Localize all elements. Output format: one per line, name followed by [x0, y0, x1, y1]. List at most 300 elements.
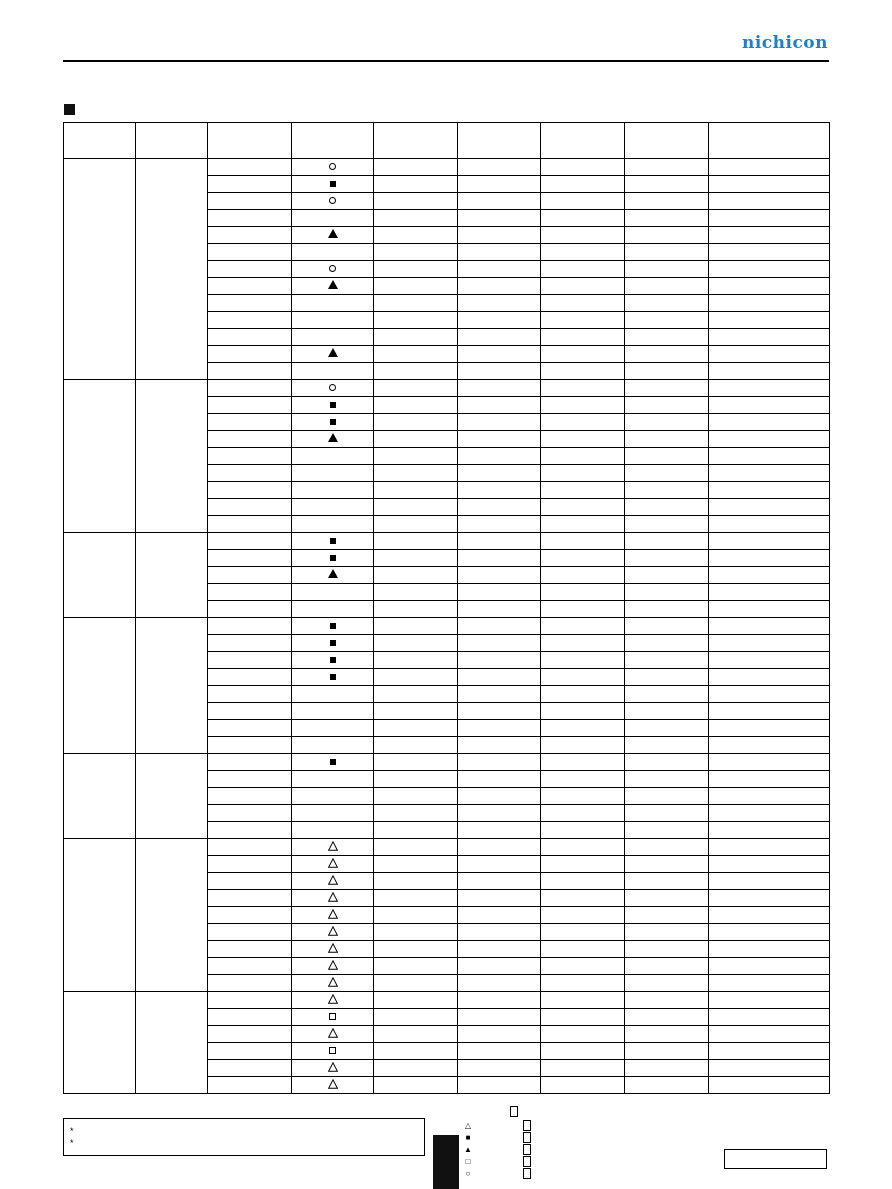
header-cell: [136, 123, 208, 159]
table-cell: [208, 1060, 292, 1077]
table-cell: [541, 329, 625, 346]
table-cell: [458, 227, 541, 244]
table-cell: [208, 448, 292, 465]
table-cell: [208, 924, 292, 941]
table-cell: [625, 771, 709, 788]
legend-box: [523, 1144, 531, 1155]
table-cell: [625, 363, 709, 380]
table-cell: [709, 329, 830, 346]
table-cell: [208, 329, 292, 346]
legend-row: [462, 1132, 542, 1143]
header-cell: [625, 123, 709, 159]
table-cell: [625, 839, 709, 856]
open-triangle-icon: [328, 841, 338, 851]
subgroup-cell: [136, 992, 208, 1094]
table-cell: [625, 601, 709, 618]
open-triangle-icon: [328, 943, 338, 953]
filled-square-icon: [330, 402, 336, 408]
table-cell: [208, 992, 292, 1009]
table-cell: [709, 788, 830, 805]
subgroup-cell: [136, 533, 208, 618]
table-cell: [374, 618, 458, 635]
table-cell: [208, 601, 292, 618]
table-cell: [292, 907, 374, 924]
table-cell: [709, 652, 830, 669]
table-cell: [458, 652, 541, 669]
table-cell: [458, 567, 541, 584]
table-row: [64, 618, 830, 635]
table-cell: [625, 686, 709, 703]
table-cell: [709, 193, 830, 210]
table-cell: [292, 414, 374, 431]
table-cell: [541, 346, 625, 363]
table-cell: [208, 975, 292, 992]
filled-square-icon: [330, 657, 336, 663]
table-cell: [208, 890, 292, 907]
table-cell: [541, 992, 625, 1009]
table-row: [64, 159, 830, 176]
table-cell: [292, 754, 374, 771]
table-cell: [374, 958, 458, 975]
table-cell: [292, 703, 374, 720]
header-cell: [292, 123, 374, 159]
legend-box: [523, 1120, 531, 1131]
table-cell: [541, 805, 625, 822]
notes-box: [63, 1118, 425, 1156]
table-cell: [208, 533, 292, 550]
table-cell: [541, 856, 625, 873]
table-cell: [292, 516, 374, 533]
table-cell: [208, 686, 292, 703]
table-cell: [292, 958, 374, 975]
table-cell: [709, 703, 830, 720]
filled-triangle-icon: [328, 348, 338, 357]
table-cell: [292, 329, 374, 346]
table-cell: [625, 618, 709, 635]
table-cell: [458, 924, 541, 941]
table-cell: [625, 193, 709, 210]
table-cell: [709, 686, 830, 703]
table-cell: [208, 397, 292, 414]
table-cell: [541, 533, 625, 550]
table-cell: [709, 499, 830, 516]
table-cell: [625, 737, 709, 754]
table-cell: [374, 720, 458, 737]
table-cell: [625, 890, 709, 907]
header-cell: [458, 123, 541, 159]
table-cell: [625, 448, 709, 465]
table-cell: [458, 805, 541, 822]
table-cell: [458, 312, 541, 329]
table-cell: [458, 754, 541, 771]
table-cell: [625, 499, 709, 516]
table-cell: [208, 669, 292, 686]
table-cell: [208, 1043, 292, 1060]
table-cell: [709, 890, 830, 907]
table-cell: [541, 635, 625, 652]
table-cell: [625, 397, 709, 414]
open-triangle-icon: [328, 1079, 338, 1089]
table-cell: [374, 499, 458, 516]
table-cell: [292, 601, 374, 618]
table-cell: [458, 1009, 541, 1026]
table-cell: [709, 958, 830, 975]
table-cell: [458, 176, 541, 193]
table-cell: [541, 1060, 625, 1077]
filled-triangle-icon: [328, 433, 338, 442]
table-cell: [709, 839, 830, 856]
table-cell: [625, 788, 709, 805]
table-cell: [541, 295, 625, 312]
subgroup-cell: [136, 618, 208, 754]
table-cell: [458, 1043, 541, 1060]
table-cell: [458, 992, 541, 1009]
table-cell: [374, 992, 458, 1009]
table-cell: [458, 720, 541, 737]
table-cell: [709, 533, 830, 550]
table-cell: [541, 720, 625, 737]
table-cell: [458, 873, 541, 890]
table-cell: [541, 601, 625, 618]
table-cell: [709, 873, 830, 890]
table-cell: [541, 669, 625, 686]
subgroup-cell: [136, 159, 208, 380]
table-cell: [541, 380, 625, 397]
table-cell: [541, 431, 625, 448]
table-cell: [374, 516, 458, 533]
table-cell: [709, 805, 830, 822]
table-cell: [709, 295, 830, 312]
table-cell: [458, 584, 541, 601]
table-row: [64, 380, 830, 397]
open-triangle-icon: [328, 892, 338, 902]
header-cell: [709, 123, 830, 159]
table-cell: [374, 1043, 458, 1060]
table-cell: [709, 601, 830, 618]
table-cell: [458, 414, 541, 431]
table-cell: [208, 1009, 292, 1026]
table-cell: [709, 414, 830, 431]
table-cell: [709, 227, 830, 244]
table-cell: [458, 482, 541, 499]
table-cell: [292, 720, 374, 737]
table-cell: [458, 941, 541, 958]
header-cell: [541, 123, 625, 159]
table-cell: [625, 992, 709, 1009]
table-cell: [541, 193, 625, 210]
table-header-row: [64, 123, 830, 159]
table-cell: [541, 499, 625, 516]
table-cell: [292, 686, 374, 703]
legend-box: [523, 1132, 531, 1143]
table-cell: [208, 720, 292, 737]
table-cell: [541, 652, 625, 669]
table-cell: [208, 210, 292, 227]
table-cell: [292, 278, 374, 295]
table-cell: [541, 261, 625, 278]
table-cell: [709, 261, 830, 278]
table-cell: [208, 635, 292, 652]
table-cell: [709, 771, 830, 788]
table-cell: [374, 567, 458, 584]
header-cell: [64, 123, 136, 159]
table-cell: [625, 380, 709, 397]
table-cell: [458, 550, 541, 567]
table-cell: [625, 431, 709, 448]
table-cell: [709, 363, 830, 380]
table-cell: [374, 873, 458, 890]
table-cell: [709, 482, 830, 499]
table-cell: [625, 482, 709, 499]
table-cell: [541, 312, 625, 329]
table-cell: [374, 754, 458, 771]
table-cell: [208, 941, 292, 958]
table-cell: [625, 278, 709, 295]
table-cell: [541, 890, 625, 907]
table-row: [64, 839, 830, 856]
table-cell: [709, 635, 830, 652]
table-cell: [541, 567, 625, 584]
open-triangle-icon: [328, 994, 338, 1004]
table-cell: [374, 227, 458, 244]
open-triangle-icon: [328, 1062, 338, 1072]
open-triangle-icon: [328, 1028, 338, 1038]
table-cell: [709, 278, 830, 295]
table-cell: [374, 431, 458, 448]
table-cell: [374, 380, 458, 397]
table-cell: [374, 890, 458, 907]
table-cell: [458, 448, 541, 465]
table-cell: [625, 550, 709, 567]
table-cell: [625, 958, 709, 975]
table-cell: [292, 822, 374, 839]
table-cell: [208, 1026, 292, 1043]
table-cell: [541, 550, 625, 567]
table-cell: [208, 482, 292, 499]
table-cell: [374, 397, 458, 414]
table-cell: [709, 924, 830, 941]
open-circle-icon: [329, 163, 336, 170]
table-cell: [374, 788, 458, 805]
table-cell: [374, 924, 458, 941]
open-triangle-icon: [328, 960, 338, 970]
table-cell: [208, 380, 292, 397]
table-cell: [458, 516, 541, 533]
table-cell: [374, 210, 458, 227]
table-cell: [541, 465, 625, 482]
table-cell: [374, 346, 458, 363]
table-cell: [709, 1043, 830, 1060]
table-cell: [458, 703, 541, 720]
table-cell: [292, 448, 374, 465]
table-cell: [292, 227, 374, 244]
table-cell: [541, 159, 625, 176]
table-cell: [458, 380, 541, 397]
legend-row: [462, 1120, 542, 1131]
table-cell: [541, 278, 625, 295]
table-cell: [458, 159, 541, 176]
table-cell: [541, 839, 625, 856]
table-cell: [292, 941, 374, 958]
table-cell: [374, 176, 458, 193]
table-cell: [458, 686, 541, 703]
group-cell: [64, 839, 136, 992]
table-cell: [292, 839, 374, 856]
table-cell: [208, 737, 292, 754]
table-cell: [292, 771, 374, 788]
table-cell: [458, 193, 541, 210]
group-cell: [64, 533, 136, 618]
table-cell: [292, 1060, 374, 1077]
table-cell: [208, 295, 292, 312]
table-cell: [292, 873, 374, 890]
table-cell: [709, 975, 830, 992]
table-row: [64, 533, 830, 550]
table-cell: [208, 414, 292, 431]
table-cell: [709, 448, 830, 465]
table-row: [64, 754, 830, 771]
table-cell: [292, 1043, 374, 1060]
table-cell: [374, 1009, 458, 1026]
legend-row: [462, 1168, 542, 1179]
table-cell: [374, 244, 458, 261]
table-cell: [458, 890, 541, 907]
table-cell: [625, 1009, 709, 1026]
note-bullet: *: [70, 1126, 74, 1136]
table-cell: [208, 584, 292, 601]
open-square-icon: [329, 1047, 336, 1054]
table-cell: [709, 754, 830, 771]
table-cell: [374, 1026, 458, 1043]
filled-triangle-icon: [328, 569, 338, 578]
note-bullet: *: [70, 1138, 74, 1148]
table-cell: [374, 771, 458, 788]
table-cell: [292, 431, 374, 448]
table-cell: [625, 1077, 709, 1094]
table-cell: [541, 975, 625, 992]
table-cell: [709, 584, 830, 601]
table-cell: [625, 703, 709, 720]
table-cell: [625, 261, 709, 278]
table-cell: [625, 159, 709, 176]
table-cell: [374, 652, 458, 669]
table-cell: [374, 975, 458, 992]
table-cell: [709, 1026, 830, 1043]
table-cell: [374, 686, 458, 703]
open-triangle-icon: [328, 977, 338, 987]
table-cell: [625, 907, 709, 924]
filled-square-icon: [330, 555, 336, 561]
table-cell: [292, 465, 374, 482]
table-cell: [374, 635, 458, 652]
table-cell: [709, 312, 830, 329]
table-cell: [374, 312, 458, 329]
table-cell: [709, 907, 830, 924]
table-cell: [292, 992, 374, 1009]
table-cell: [541, 907, 625, 924]
table-cell: [292, 924, 374, 941]
table-cell: [292, 380, 374, 397]
table-cell: [625, 1043, 709, 1060]
table-cell: [292, 210, 374, 227]
table-cell: [374, 159, 458, 176]
table-cell: [541, 397, 625, 414]
table-cell: [541, 686, 625, 703]
open-circle-icon: [329, 384, 336, 391]
table-cell: [541, 363, 625, 380]
table-cell: [208, 159, 292, 176]
table-cell: [625, 669, 709, 686]
open-square-icon: [329, 1013, 336, 1020]
table-cell: [625, 210, 709, 227]
table-cell: [541, 176, 625, 193]
table-cell: [541, 618, 625, 635]
table-cell: [541, 924, 625, 941]
table-cell: [374, 822, 458, 839]
table-cell: [625, 720, 709, 737]
table-cell: [374, 1060, 458, 1077]
table-cell: [458, 210, 541, 227]
table-cell: [625, 312, 709, 329]
table-cell: [208, 805, 292, 822]
table-cell: [625, 516, 709, 533]
table-cell: [625, 295, 709, 312]
table-cell: [374, 703, 458, 720]
table-cell: [709, 1060, 830, 1077]
table-cell: [709, 822, 830, 839]
table-cell: [208, 771, 292, 788]
table-cell: [709, 669, 830, 686]
table-cell: [709, 244, 830, 261]
table-cell: [374, 193, 458, 210]
subgroup-cell: [136, 754, 208, 839]
table-cell: [208, 261, 292, 278]
table-cell: [292, 669, 374, 686]
header-rule: [63, 60, 829, 62]
group-cell: [64, 159, 136, 380]
table-cell: [374, 737, 458, 754]
table-cell: [292, 975, 374, 992]
table-cell: [292, 397, 374, 414]
table-cell: [374, 278, 458, 295]
table-cell: [208, 754, 292, 771]
table-cell: [458, 975, 541, 992]
table-cell: [374, 329, 458, 346]
table-cell: [541, 1077, 625, 1094]
table-cell: [374, 805, 458, 822]
open-triangle-icon: [328, 909, 338, 919]
table-cell: [625, 873, 709, 890]
filled-square-icon: [330, 759, 336, 765]
group-cell: [64, 754, 136, 839]
table-cell: [374, 584, 458, 601]
table-cell: [458, 533, 541, 550]
table-cell: [625, 754, 709, 771]
table-cell: [458, 856, 541, 873]
table-cell: [541, 771, 625, 788]
table-cell: [709, 550, 830, 567]
table-cell: [541, 1026, 625, 1043]
table-cell: [374, 533, 458, 550]
table-cell: [458, 278, 541, 295]
table-cell: [374, 465, 458, 482]
legend-row: [462, 1156, 542, 1167]
table-cell: [625, 329, 709, 346]
filled-triangle-icon: ▲: [464, 1145, 472, 1154]
table-cell: [709, 516, 830, 533]
filled-triangle-icon: [328, 229, 338, 238]
table-cell: [458, 346, 541, 363]
